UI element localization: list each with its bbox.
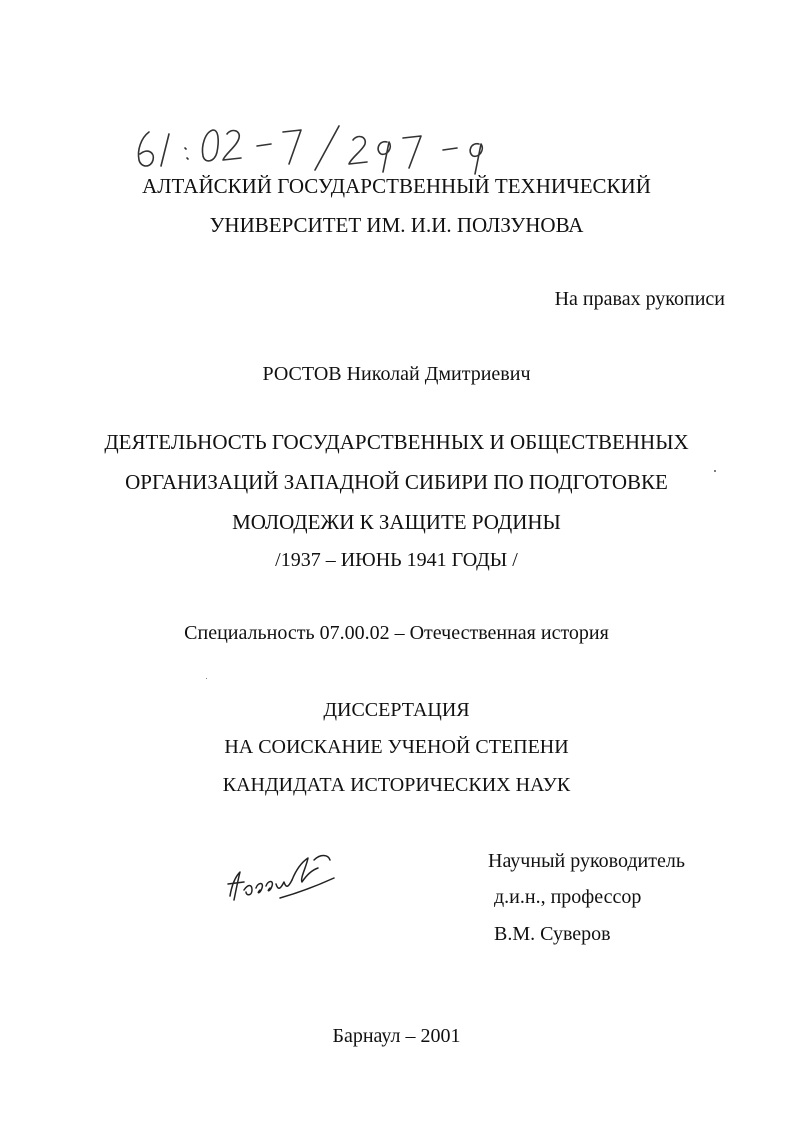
scan-speck — [206, 678, 207, 679]
place-year: Барнаул – 2001 — [332, 1025, 461, 1047]
institution-line-1: АЛТАЙСКИЙ ГОСУДАРСТВЕННЫЙ ТЕХНИЧЕСКИЙ — [142, 174, 651, 198]
scan-speck — [714, 470, 716, 472]
dissertation-line-2: НА СОИСКАНИЕ УЧЕНОЙ СТЕПЕНИ — [224, 736, 569, 758]
archive-code-handwriting — [125, 118, 555, 178]
specialty: Специальность 07.00.02 – Отечественная история — [184, 622, 609, 644]
supervisor-label: Научный руководитель — [488, 850, 685, 872]
title-line-2: ОРГАНИЗАЦИЙ ЗАПАДНОЙ СИБИРИ ПО ПОДГОТОВКЕ — [125, 470, 668, 494]
supervisor-degree: д.и.н., профессор — [494, 886, 642, 908]
supervisor-name: В.М. Суверов — [494, 923, 611, 945]
dissertation-line-1: ДИССЕРТАЦИЯ — [323, 699, 470, 721]
dissertation-line-3: КАНДИДАТА ИСТОРИЧЕСКИХ НАУК — [222, 774, 571, 796]
author-name: РОСТОВ Николай Дмитриевич — [262, 363, 531, 385]
title-line-1: ДЕЯТЕЛЬНОСТЬ ГОСУДАРСТВЕННЫХ И ОБЩЕСТВЕННЫХ — [104, 430, 689, 454]
title-line-4: /1937 – ИЮНЬ 1941 ГОДЫ / — [275, 549, 518, 571]
title-line-3: МОЛОДЕЖИ К ЗАЩИТЕ РОДИНЫ — [232, 510, 561, 534]
institution-line-2: УНИВЕРСИТЕТ ИМ. И.И. ПОЛЗУНОВА — [209, 213, 584, 237]
manuscript-rights: На правах рукописи — [554, 288, 725, 310]
signature — [222, 840, 342, 910]
